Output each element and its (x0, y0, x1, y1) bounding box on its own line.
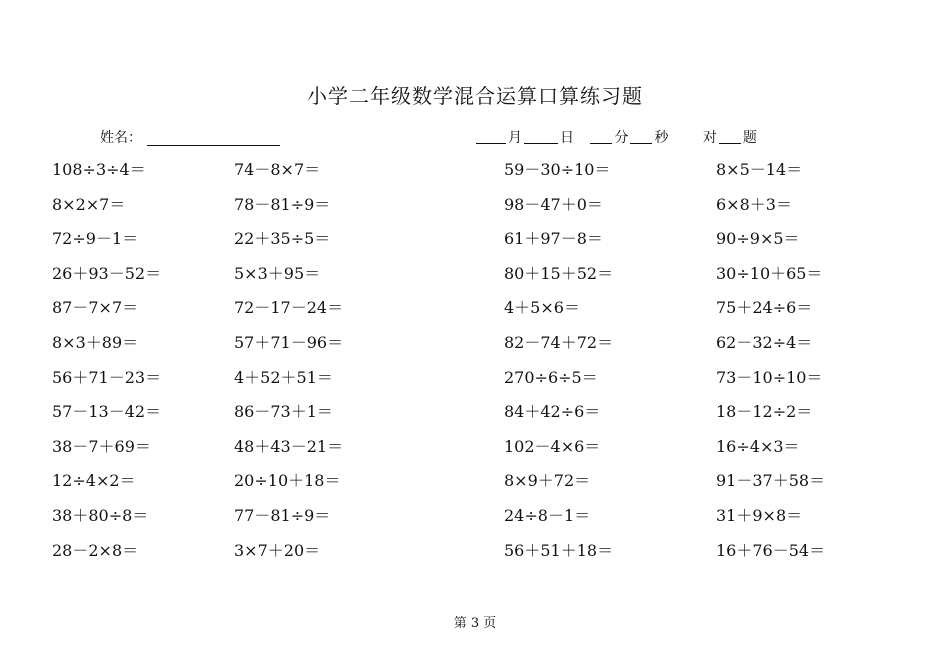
problem-item: 22＋35÷5＝ (234, 229, 331, 249)
question-label: 题 (742, 130, 757, 146)
second-label: 秒 (654, 130, 669, 146)
problem-item: 26＋93－52＝ (52, 263, 162, 283)
problem-item: 61＋97－8＝ (504, 229, 603, 249)
problem-item: 4＋5×6＝ (504, 298, 580, 318)
page-title: 小学二年级数学混合运算口算练习题 (307, 84, 643, 108)
month-blank[interactable] (476, 129, 506, 144)
correct-label: 对 (702, 130, 717, 146)
problem-item: 30÷10＋65＝ (716, 263, 823, 283)
problem-item: 75＋24÷6＝ (716, 298, 813, 318)
problem-item: 16＋76－54＝ (716, 540, 826, 560)
problem-item: 80＋15＋52＝ (504, 263, 614, 283)
problem-item: 74－8×7＝ (234, 160, 321, 179)
problem-item: 57－13－42＝ (52, 402, 162, 422)
problem-item: 4＋52＋51＝ (234, 367, 333, 387)
problem-item: 48＋43－21＝ (234, 436, 344, 456)
footer-suffix: 页 (483, 616, 497, 631)
problem-item: 90÷9×5＝ (716, 229, 800, 249)
problem-item: 91－37＋58＝ (716, 471, 826, 491)
problem-item: 12÷4×2＝ (52, 471, 136, 491)
problem-column-3 (504, 159, 613, 574)
problem-item: 3×7＋20＝ (234, 540, 321, 560)
page-number: 3 (470, 616, 480, 631)
problem-item: 78－81÷9＝ (234, 194, 331, 214)
problem-item: 108÷3÷4＝ (52, 160, 146, 179)
problem-item: 77－81÷9＝ (234, 505, 331, 525)
day-label: 日 (560, 130, 574, 146)
footer-prefix: 第 (453, 616, 467, 631)
problem-item: 6×8＋3＝ (716, 194, 792, 214)
problem-item: 5×3＋95＝ (234, 263, 321, 283)
problem-item: 38＋80÷8＝ (52, 505, 149, 525)
problem-item: 84＋42÷6＝ (504, 402, 601, 422)
month-label: 月 (508, 130, 522, 146)
problem-item: 102－4×6＝ (504, 436, 601, 456)
problem-item: 28－2×8＝ (52, 540, 139, 560)
problem-item: 31＋9×8＝ (716, 505, 803, 525)
problem-item: 38－7＋69＝ (52, 436, 151, 456)
problem-item: 98－47＋0＝ (504, 194, 603, 214)
date-time-score-row (476, 127, 759, 147)
problem-item: 73－10÷10＝ (716, 367, 823, 387)
problem-item: 56＋51＋18＝ (504, 540, 614, 560)
name-label: 姓名： (100, 130, 142, 146)
problem-item: 87－7×7＝ (52, 298, 139, 318)
problem-item: 18－12÷2＝ (716, 402, 813, 422)
page-footer (0, 612, 950, 631)
second-blank[interactable] (630, 129, 652, 144)
correct-count-blank[interactable] (719, 129, 741, 144)
problem-item: 72÷9－1＝ (52, 229, 139, 249)
problem-item: 82－74＋72＝ (504, 332, 614, 352)
name-blank[interactable] (147, 145, 280, 146)
minute-blank[interactable] (590, 129, 612, 144)
problem-item: 62－32÷4＝ (716, 332, 813, 352)
problem-item: 72－17－24＝ (234, 298, 344, 318)
problem-item: 8×2×7＝ (52, 194, 126, 214)
problem-item: 56＋71－23＝ (52, 367, 162, 387)
problem-item: 16÷4×3＝ (716, 436, 800, 456)
problem-column-2 (234, 159, 343, 574)
problem-item: 270÷6÷5＝ (504, 367, 598, 387)
day-blank[interactable] (524, 129, 558, 144)
problem-column-1 (52, 159, 161, 574)
problem-item: 24÷8－1＝ (504, 505, 591, 525)
problem-item: 59－30÷10＝ (504, 160, 611, 179)
problem-column-4 (716, 159, 825, 574)
problem-item: 20÷10＋18＝ (234, 471, 341, 491)
problem-item: 8×3＋89＝ (52, 332, 139, 352)
problem-item: 86－73＋1＝ (234, 402, 333, 422)
problem-item: 57＋71－96＝ (234, 332, 344, 352)
problem-item: 8×9＋72＝ (504, 471, 591, 491)
problem-item: 8×5－14＝ (716, 160, 803, 179)
minute-label: 分 (614, 130, 629, 146)
